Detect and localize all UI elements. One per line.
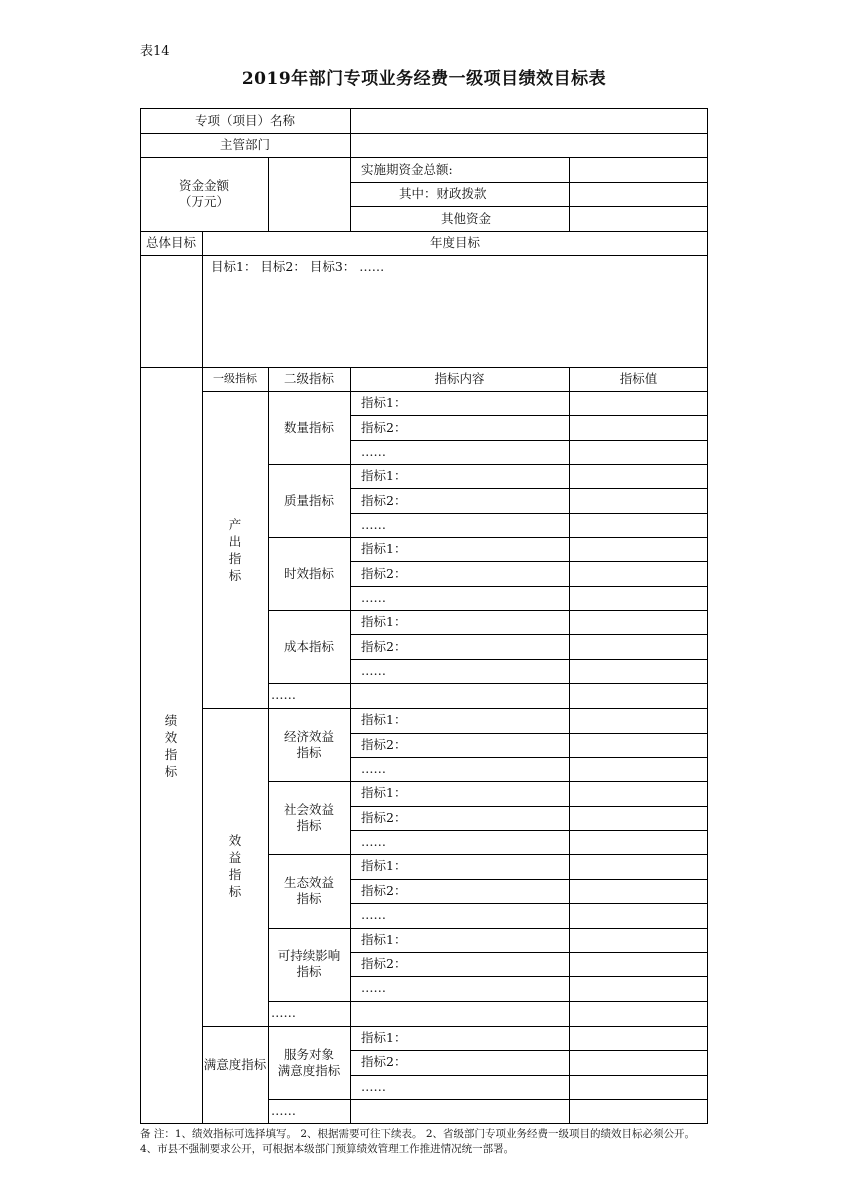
col-content-header: 指标内容 <box>434 371 485 386</box>
indicator-item: 指标2： <box>361 956 407 971</box>
indicator-ellipsis: …… <box>361 663 386 678</box>
indicator-item: 指标2： <box>361 420 407 435</box>
sustainable-impact-label-2: 指标 <box>296 964 322 979</box>
satisfaction-indicator-label: 满意度指标 <box>203 1057 267 1072</box>
benefit-indicator-label: 效益指标 <box>228 833 242 899</box>
output-indicator-label: 产出指标 <box>228 517 242 583</box>
col-level2-header: 二级指标 <box>283 371 334 386</box>
cost-indicator-label: 成本指标 <box>283 639 334 654</box>
project-name-label: 专项（项目）名称 <box>194 113 295 128</box>
col-level1-header: 一级指标 <box>213 372 257 385</box>
page-title: 2019年部门专项业务经费一级项目绩效目标表 <box>241 69 607 89</box>
other-funds-label: 其他资金 <box>441 211 492 226</box>
indicator-item: 指标1： <box>361 468 407 483</box>
indicator-item: 指标1： <box>361 785 407 800</box>
quality-indicator-label: 质量指标 <box>283 493 334 508</box>
indicator-item: 指标2： <box>361 1054 407 1069</box>
indicator-ellipsis: …… <box>361 761 386 776</box>
timeliness-indicator-label: 时效指标 <box>283 566 334 581</box>
footnote: 备 注：1、绩效指标可选择填写。 2、根据需要可往下续表。 2、省级部门专项业务经费一级项目的绩效目标必须公开。4、市县不强制要求公开，可根据本级部门预算绩效管理工作推进情况统一部署。 <box>140 1128 696 1155</box>
indicator-item: 指标1： <box>361 541 407 556</box>
indicator-item: 指标2： <box>361 493 407 508</box>
indicator-ellipsis: …… <box>361 1079 386 1094</box>
goals-text: 目标1： 目标2： 目标3： …… <box>211 259 385 274</box>
indicator-ellipsis: …… <box>361 980 386 995</box>
indicator-item: 指标2： <box>361 639 407 654</box>
indicator-item: 指标2： <box>361 883 407 898</box>
benefit-more-ellipsis: …… <box>271 1005 296 1020</box>
eco-benefit-label-2: 指标 <box>296 891 322 906</box>
indicator-item: 指标1： <box>361 858 407 873</box>
economic-benefit-label: 经济效益 <box>283 729 334 744</box>
indicator-ellipsis: …… <box>361 907 386 922</box>
quantity-indicator-label: 数量指标 <box>283 420 334 435</box>
indicator-item: 指标2： <box>361 737 407 752</box>
col-value-header: 指标值 <box>619 371 658 386</box>
indicator-item: 指标1： <box>361 932 407 947</box>
eco-benefit-label: 生态效益 <box>283 875 334 890</box>
sustainable-impact-label: 可持续影响 <box>277 948 341 963</box>
performance-indicator-label: 绩效指标 <box>164 713 178 779</box>
funds-label: 资金金额 <box>178 178 229 193</box>
social-benefit-label: 社会效益 <box>283 802 334 817</box>
indicator-item: 指标2： <box>361 566 407 581</box>
indicator-ellipsis: …… <box>361 834 386 849</box>
indicator-item: 指标1： <box>361 395 407 410</box>
output-more-ellipsis: …… <box>271 687 296 702</box>
indicator-ellipsis: …… <box>361 444 386 459</box>
satisfaction-more-ellipsis: …… <box>271 1103 296 1118</box>
total-funds-label: 实施期资金总额: <box>361 162 453 177</box>
department-label: 主管部门 <box>219 137 270 152</box>
annual-goal-label: 年度目标 <box>429 235 480 250</box>
indicator-item: 指标1： <box>361 614 407 629</box>
indicator-item: 指标2： <box>361 810 407 825</box>
table-number: 表14 <box>140 44 170 59</box>
indicator-item: 指标1： <box>361 712 407 727</box>
social-benefit-label-2: 指标 <box>296 818 322 833</box>
indicator-ellipsis: …… <box>361 517 386 532</box>
economic-benefit-label-2: 指标 <box>296 745 322 760</box>
funds-unit-label: （万元） <box>178 194 229 209</box>
service-satisfaction-label: 服务对象 <box>283 1047 334 1062</box>
indicator-ellipsis: …… <box>361 590 386 605</box>
overall-goal-label: 总体目标 <box>145 235 196 250</box>
fiscal-funds-label: 其中：财政拨款 <box>399 186 487 201</box>
service-satisfaction-label-2: 满意度指标 <box>277 1063 341 1078</box>
indicator-item: 指标1： <box>361 1030 407 1045</box>
